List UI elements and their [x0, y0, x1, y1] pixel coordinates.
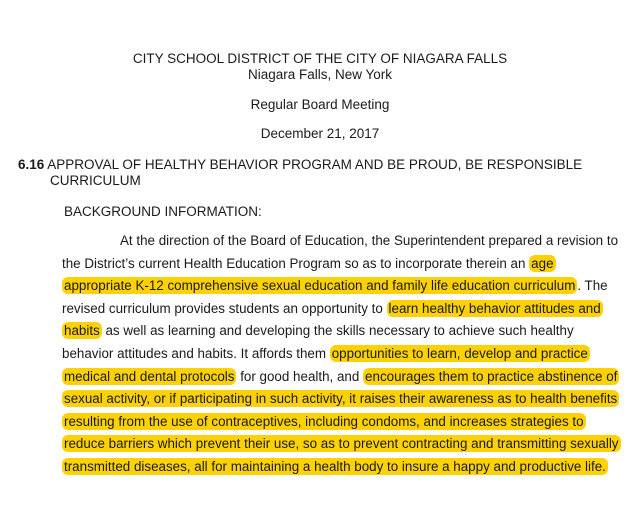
background-paragraph [62, 230, 622, 479]
meeting-type: Regular Board Meeting [250, 97, 390, 112]
agenda-item-heading [18, 157, 618, 189]
district-location: Niagara Falls, New York [247, 67, 393, 82]
agenda-item-title-line1: APPROVAL OF HEALTHY BEHAVIOR PROGRAM AND BE PROUD, BE RESPONSIBLE [47, 157, 583, 172]
background-heading: BACKGROUND INFORMATION: [64, 204, 262, 219]
paragraph-text: as well as learning and developing the skills necessary to achieve such healthy behavior attitudes and habits. It affords them [62, 323, 574, 361]
highlighted-text: age appropriate K-12 comprehensive sexual education and family life education curriculum [64, 255, 576, 294]
paragraph-text: for good health, and [236, 368, 364, 384]
highlighted-text: learn healthy behavior attitudes and habits [64, 300, 601, 339]
paragraph-text: . The revised curriculum provides students an opportunity to [62, 278, 608, 316]
highlighted-text: opportunities to learn, develop and practice medical and dental protocols [64, 345, 588, 384]
highlighted-text: encourages them to practice abstinence of sexual activity, or if participating in such activity, it raises their awareness as to health benefits resulting from the use of contraceptives, including condoms, and increases strategies to reduce barriers which prevent their use, so as to prevent contracting and transmitting sexually transmitted diseases, all for maintaining a health body to insure a happy and productive life. [64, 368, 619, 474]
paragraph-text: At the direction of the Board of Education, the Superintendent prepared a revision to the District’s current Health Education Program so as to incorporate therein an [62, 233, 619, 271]
agenda-item-number: 6.16 [18, 157, 45, 172]
meeting-date: December 21, 2017 [260, 126, 380, 141]
district-name: CITY SCHOOL DISTRICT OF THE CITY OF NIAGARA FALLS [132, 51, 508, 66]
agenda-item-title-line2: CURRICULUM [50, 173, 141, 188]
